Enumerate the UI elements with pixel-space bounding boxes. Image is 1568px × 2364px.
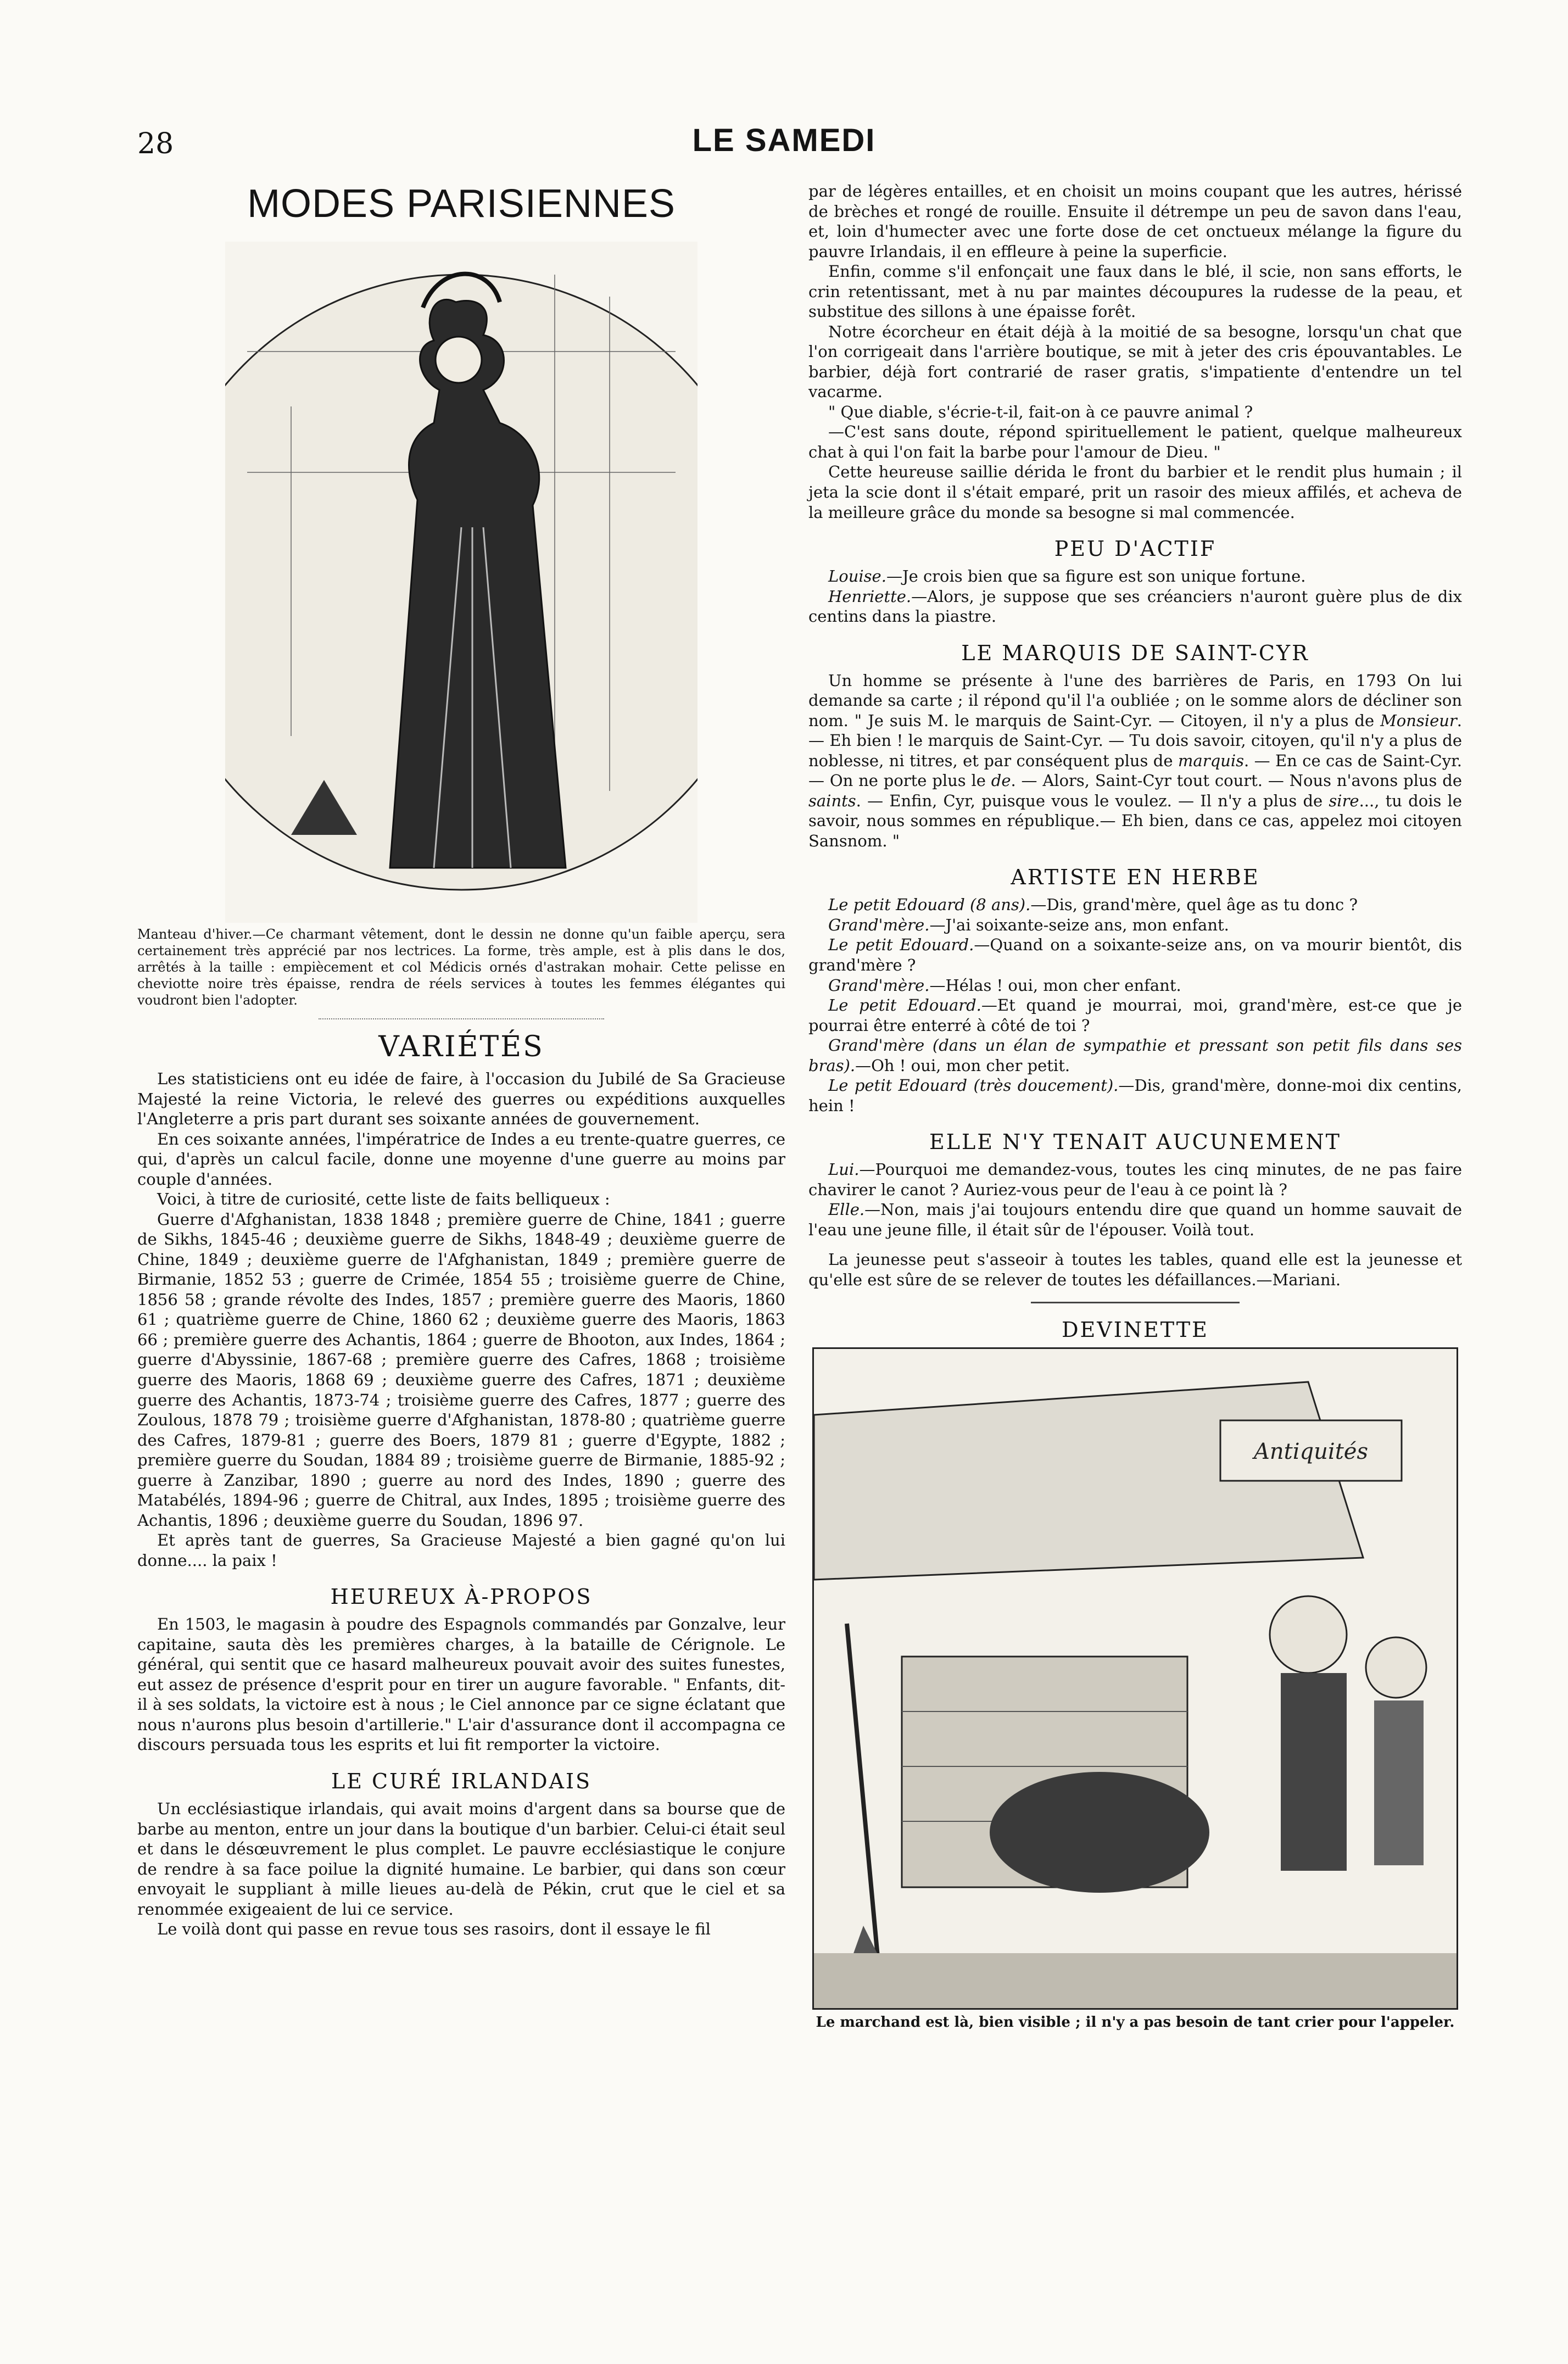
- line-text: —Je crois bien que sa figure est son unique fortune.: [886, 567, 1306, 586]
- speaker: Louise.: [828, 567, 886, 586]
- cure-title: LE CURÉ IRLANDAIS: [331, 1769, 592, 1793]
- line-text: —Alors, je suppose que ses créanciers n'auront guère plus de dix centins dans la piastre.: [808, 587, 1462, 626]
- divider: [1031, 1302, 1240, 1303]
- dialogue-line: Le petit Edouard (très doucement).—Dis, grand'mère, donne-moi dix centins, hein !: [808, 1076, 1462, 1115]
- elle-title: ELLE N'Y TENAIT AUCUNEMENT: [929, 1130, 1341, 1155]
- right-column: [808, 181, 1462, 2031]
- devinette-title: DEVINETTE: [1062, 1318, 1209, 1342]
- paragraph: Cette heureuse saillie dérida le front du barbier et le rendit plus humain ; il jeta la scie dont il s'était emparé, prit un rasoir des mieux affilés, et acheva de la meilleure grâce du monde sa besogne si mal commencée.: [808, 462, 1462, 522]
- peu-title: PEU D'ACTIF: [1054, 537, 1217, 561]
- paragraph: —C'est sans doute, répond spirituellement le patient, quelque malheureux chat à qui l'on fait la barbe pour l'amour de Dieu. ": [808, 422, 1462, 461]
- marquis-title: LE MARQUIS DE SAINT-CYR: [961, 640, 1309, 665]
- paragraph: Les statisticiens ont eu idée de faire, à l'occasion du Jubilé de Sa Gracieuse Majesté la reine Victoria, le relevé des guerres ou expéditions auxquelles l'Angleterre a pris part durant ses soixante années de gouvernement.: [137, 1069, 785, 1129]
- paragraph: Notre écorcheur en était déjà à la moitié de sa besogne, lorsqu'un chat que l'on corrigeait dans l'arrière boutique, se mit à jeter des cris épouvantables. Le barbier, déjà fort contrarié de raser gratis, s'impatiente d'entendre un tel vacarme.: [808, 322, 1462, 402]
- speaker: Henriette.: [828, 587, 912, 606]
- paragraph: Enfin, comme s'il enfonçait une faux dans le blé, il scie, non sans efforts, le crin retentissant, met à nu par maintes découpures la rudesse de la peau, et substitue des sillons à une épaisse forêt.: [808, 262, 1462, 321]
- paragraph: Guerre d'Afghanistan, 1838 1848 ; première guerre de Chine, 1841 ; guerre de Sikhs, 1845-46 ; deuxième guerre de Sikhs, 1848-49 ; deuxième guerre de Chine, 1849 ; deuxième guerre de l'Afghanistan, 1849 ; première guerre de Birmanie, 1852 53 ; guerre de Crimée, 1854 55 ; troisième guerre de Chine, 1856 58 ; grande révolte des Indes, 1857 ; première guerre des Maoris, 1860 61 ; quatrième guerre de Chine, 1860 62 ; deuxième guerre des Maoris, 1863 66 ; première guerre des Achantis, 1864 ; guerre de Bhooton, aux Indes, 1864 ; guerre d'Abyssinie, 1867-68 ; première guerre des Cafres, 1868 ; troisième guerre des Maoris, 1868 69 ; deuxième guerre des Cafres, 1871 ; deuxième guerre des Achantis, 1873-74 ; troisième guerre des Cafres, 1877 ; guerre des Zoulous, 1878 79 ; troisième guerre d'Afghanistan, 1878-80 ; quatrième guerre des Cafres, 1879-81 ; guerre des Boers, 1879 81 ; guerre d'Egypte, 1882 ; première guerre du Soudan, 1884 89 ; troisième guerre de Birmanie, 1885-92 ; guerre à Zanzibar, 1890 ; guerre au nord des Indes, 1890 ; guerre des Matabélés, 1894-96 ; guerre de Chitral, aux Indes, 1895 ; troisième guerre des Achantis, 1896 ; deuxième guerre du Soudan, 1896 97.: [137, 1209, 785, 1530]
- devinette-illustration: [812, 1347, 1458, 2010]
- paragraph: En 1503, le magasin à poudre des Espagnols commandés par Gonzalve, leur capitaine, sauta dès les premières charges, à la bataille de Cérignole. Le général, qui sentit que ce hasard malheureux pouvait avoir des suites funestes, eut assez de présence d'esprit pour en tirer un augure favorable. " Enfants, dit-il à ses soldats, la victoire est à nous ; le Ciel annonce par ce signe éclatant que nous n'aurons plus besoin d'artillerie." L'air d'assurance dont il accompagna ce discours persuada tous les esprits et lui fit remporter la victoire.: [137, 1615, 785, 1754]
- shop-sign-text: Antiquités: [1254, 1439, 1368, 1465]
- masthead: LE SAMEDI: [692, 122, 876, 158]
- devinette-caption: Le marchand est là, bien visible ; il n'y a pas besoin de tant crier pour l'appeler.: [816, 2014, 1455, 2031]
- dialogue-line: Le petit Edouard (8 ans).—Dis, grand'mère, quel âge as tu donc ?: [828, 895, 1358, 915]
- paragraph: Et après tant de guerres, Sa Gracieuse Majesté a bien gagné qu'on lui donne.... la paix !: [137, 1531, 785, 1570]
- dialogue-line: Lui.—Pourquoi me demandez-vous, toutes les cinq minutes, de ne pas faire chavirer le canot ? Auriez-vous peur de l'eau à ce point là ?: [808, 1160, 1462, 1199]
- fashion-caption: Manteau d'hiver.—Ce charmant vêtement, dont le dessin ne donne qu'un faible aperçu, sera certainement très apprécié par nos lectrices. La forme, très ample, est à plis dans le dos, arrêtés à la taille : empiècement et col Médicis ornés d'astrakan mohair. Cette pelisse en cheviotte noire très épaisse, rendra de réels services à toutes les femmes élégantes qui voudront bien l'adopter.: [137, 927, 785, 1008]
- paragraph: En ces soixante années, l'impératrice de Indes a eu trente-quatre guerres, ce qui, d'après un calcul facile, donne une moyenne d'une guerre au moins par couple d'années.: [137, 1129, 785, 1189]
- dialogue-line: [808, 566, 1462, 587]
- dialogue-line: [808, 587, 1462, 627]
- paragraph: Voici, à titre de curiosité, cette liste de faits belliqueux :: [157, 1190, 610, 1209]
- dialogue-line: Grand'mère.—Hélas ! oui, mon cher enfant.: [828, 975, 1181, 995]
- paragraph: par de légères entailles, et en choisit un moins coupant que les autres, hérissé de brèches et rongé de rouille. Ensuite il détrempe un peu de savon dans l'eau, et, loin d'humecter avec une forte dose de cet onctueux mélange la figure du pauvre Irlandais, il en effleure à peine la superficie.: [808, 182, 1462, 261]
- dialogue-line: Grand'mère.—J'ai soixante-seize ans, mon enfant.: [828, 915, 1229, 934]
- divider: [319, 1018, 604, 1019]
- varietes-title: VARIÉTÉS: [378, 1030, 544, 1063]
- page-number: 28: [137, 127, 174, 160]
- dialogue-line: Elle.—Non, mais j'ai toujours entendu dire que quand un homme sauvait de l'eau une jeune fille, il était sûr de l'épouser. Voilà tout.: [808, 1200, 1462, 1239]
- dialogue-line: Le petit Edouard.—Et quand je mourrai, moi, grand'mère, est-ce que je pourrai être enterré à côté de toi ?: [808, 996, 1462, 1035]
- marquis-paragraph: Un homme se présente à l'une des barrières de Paris, en 1793 On lui demande sa carte ; il répond qu'il l'a oubliée ; on le somme alors de décliner son nom. " Je suis M. le marquis de Saint-Cyr. — Citoyen, il n'y a plus de Monsieur. — Eh bien ! le marquis de Saint-Cyr. — Tu dois savoir, citoyen, qu'il n'y a plus de noblesse, ni titres, et par conséquent plus de marquis. — En ce cas de Saint-Cyr. — On ne porte plus le de. — Alors, Saint-Cyr tout court. — Nous n'avons plus de saints. — Enfin, Cyr, puisque vous le voulez. — Il n'y a plus de sire..., tu dois le savoir, nous sommes en république.— Eh bien, dans ce cas, appelez moi citoyen Sansnom. ": [808, 671, 1462, 850]
- dialogue-line: Le petit Edouard.—Quand on a soixante-seize ans, on va mourir bientôt, dis grand'mère ?: [808, 935, 1462, 974]
- fashion-illustration: [225, 242, 697, 923]
- paragraph: Le voilà dont qui passe en revue tous ses rasoirs, dont il essaye le fil: [157, 1920, 711, 1939]
- paragraph: Un ecclésiastique irlandais, qui avait moins d'argent dans sa bourse que de barbe au menton, entre un jour dans la boutique d'un barbier. Celui-ci était seul et dans le désœuvrement le plus complet. Le pauvre ecclésiastique le conjure de rendre à sa face poilue la dignité humaine. Le barbier, qui dans son cœur envoyait le suppliant à mille lieues au-delà de Pékin, crut que le ciel et sa renommée exigeaient de lui ce service.: [137, 1799, 785, 1919]
- jeunesse-paragraph: La jeunesse peut s'asseoir à toutes les tables, quand elle est la jeunesse et qu'elle est sûre de se relever de toutes les défaillances.—Mariani.: [808, 1250, 1462, 1289]
- paragraph: " Que diable, s'écrie-t-il, fait-on à ce pauvre animal ?: [828, 402, 1253, 421]
- artiste-title: ARTISTE EN HERBE: [1011, 865, 1260, 890]
- heureux-title: HEUREUX À-PROPOS: [330, 1585, 593, 1609]
- modes-title: MODES PARISIENNES: [247, 182, 676, 226]
- dialogue-line: Grand'mère (dans un élan de sympathie et pressant son petit fils dans ses bras).—Oh ! oui, mon cher petit.: [808, 1036, 1462, 1075]
- left-column: [137, 181, 785, 1939]
